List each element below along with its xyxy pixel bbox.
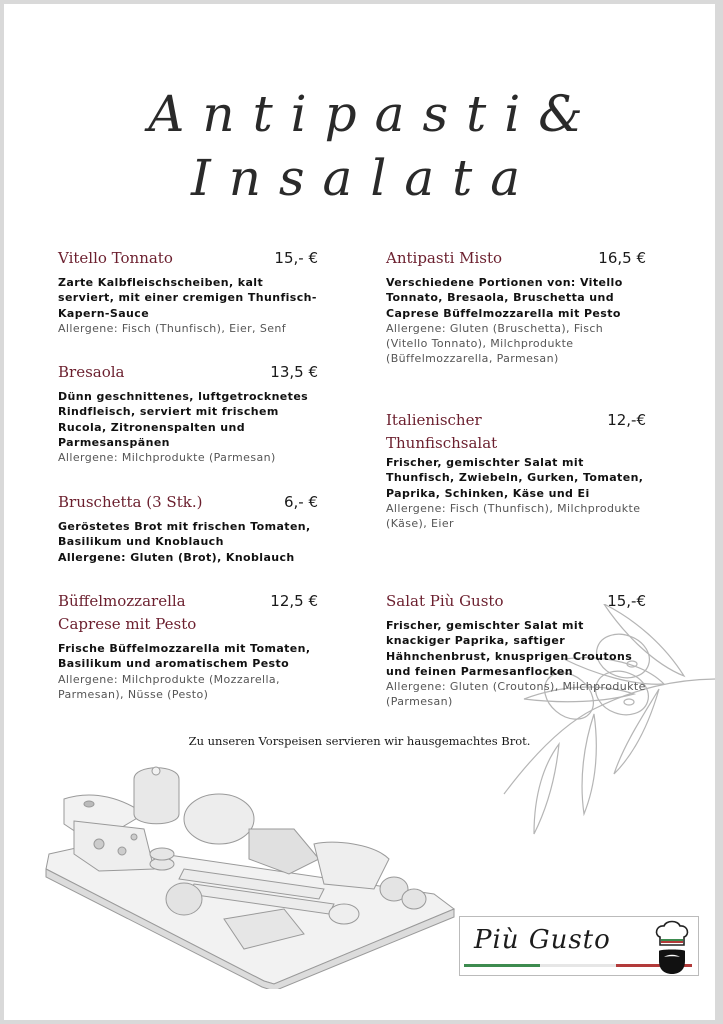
item-name: Antipasti Misto xyxy=(386,249,503,267)
menu-page xyxy=(4,4,715,1020)
item-price: 15,-€ xyxy=(607,592,646,610)
item-price: 15,- € xyxy=(274,249,318,267)
item-price: 6,- € xyxy=(283,493,318,511)
menu-item-vitello-tonnato xyxy=(58,247,318,336)
chef-icon xyxy=(652,919,692,975)
item-name: Italienischer Thunfischsalat xyxy=(386,411,498,452)
antipasti-board-illustration xyxy=(34,759,464,989)
item-name: Bresaola xyxy=(58,363,125,381)
menu-item-antipasti-misto xyxy=(386,247,646,367)
item-price: 12,5 € xyxy=(270,592,318,610)
item-allergens: Allergene: Milchprodukte (Parmesan) xyxy=(58,451,276,465)
logo-text: Più Gusto xyxy=(474,925,611,955)
item-allergens: Allergene: Milchprodukte (Mozzarella, Parmesan), Nüsse (Pesto) xyxy=(58,672,280,701)
title-line-1: Antipasti& xyxy=(148,85,601,143)
title-line-2: Insalata xyxy=(190,149,539,207)
menu-item-bueffelmozzarella-caprese xyxy=(58,590,318,702)
item-description: Zarte Kalbfleischscheiben, kalt serviert, mit einer cremigen Thunfisch-Kapern-Sauce xyxy=(58,276,317,320)
item-allergens: Allergene: Gluten (Croutons), Milchprodukte (Parmesan) xyxy=(386,680,646,709)
menu-item-thunfischsalat xyxy=(386,409,646,531)
menu-item-bresaola xyxy=(58,361,318,465)
item-name: Salat Più Gusto xyxy=(386,592,504,610)
item-name: Vitello Tonnato xyxy=(58,249,173,267)
item-description: Geröstetes Brot mit frischen Tomaten, Basilikum und Knoblauch xyxy=(58,520,311,549)
item-name: Büffelmozzarella Caprese mit Pesto xyxy=(58,592,197,633)
item-allergens: Allergene: Fisch (Thunfisch), Eier, Senf xyxy=(58,321,287,335)
item-allergens: Allergene: Gluten (Bruschetta), Fisch (Vitello Tonnato), Milchprodukte (Büffelmozzarella, Parmesan) xyxy=(386,321,604,366)
item-description: Frische Büffelmozzarella mit Tomaten, Basilikum und aromatischem Pesto xyxy=(58,642,311,671)
item-allergens: Allergene: Gluten (Brot), Knoblauch xyxy=(58,550,295,564)
item-price: 16,5 € xyxy=(598,249,646,267)
item-price: 12,-€ xyxy=(607,411,646,429)
menu-item-bruschetta xyxy=(58,491,318,565)
menu-item-salat-piu-gusto xyxy=(386,590,646,710)
bread-note: Zu unseren Vorspeisen servieren wir hausgemachtes Brot. xyxy=(188,734,531,748)
page-title xyxy=(4,82,715,210)
item-allergens: Allergene: Fisch (Thunfisch), Milchprodukte (Käse), Eier xyxy=(386,501,641,531)
item-description: Frischer, gemischter Salat mit knackiger Paprika, saftiger Hähnchenbrust, knusprigen Croutons und feinen Parmesanflocken xyxy=(386,619,633,678)
item-description: Frischer, gemischter Salat mit Thunfisch, Zwiebeln, Gurken, Tomaten, Paprika, Schinken, Käse und Ei xyxy=(386,456,644,500)
item-name: Bruschetta (3 Stk.) xyxy=(58,493,203,511)
item-price: 13,5 € xyxy=(270,363,318,381)
item-description: Verschiedene Portionen von: Vitello Tonnato, Bresaola, Bruschetta und Caprese Büffelmozzarella mit Pesto xyxy=(386,276,623,320)
restaurant-logo xyxy=(459,916,699,976)
item-description: Dünn geschnittenes, luftgetrocknetes Rindfleisch, serviert mit frischem Rucola, Zitronenspalten und Parmesanspänen xyxy=(58,390,309,449)
